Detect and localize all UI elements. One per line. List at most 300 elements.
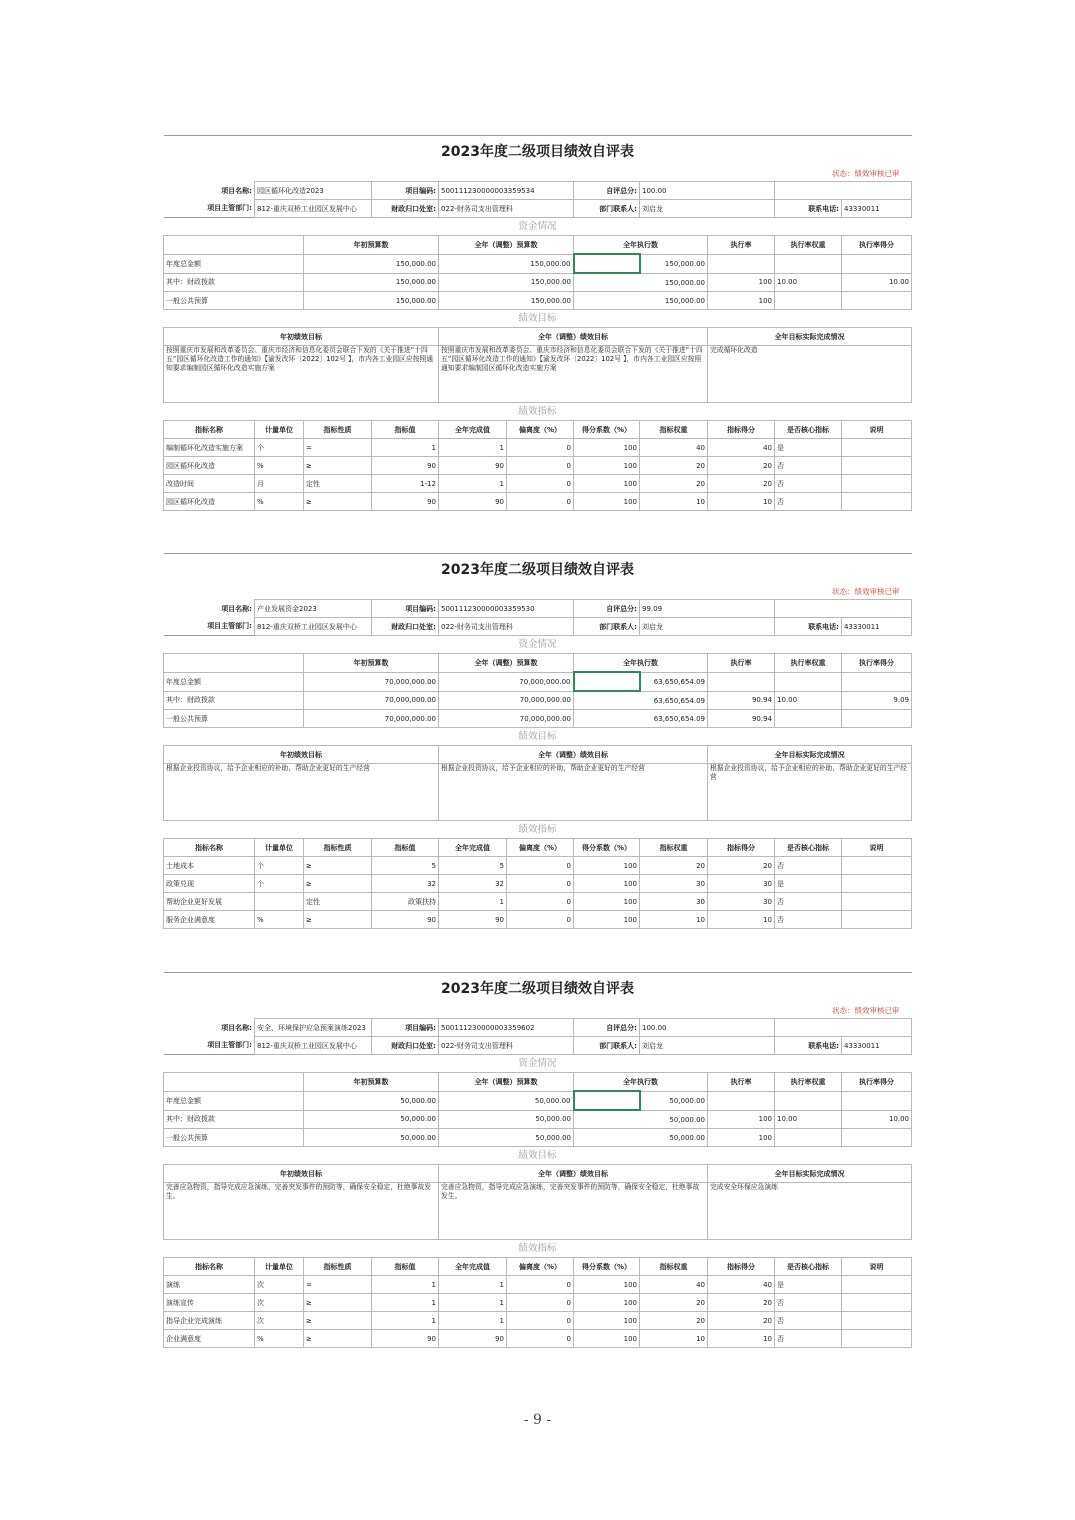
initial-budget-value: 70,000,000.00 bbox=[304, 710, 439, 728]
indicator-coef: 100 bbox=[574, 1294, 640, 1312]
status-label: 状态：绩效审核已审 bbox=[832, 1006, 900, 1015]
indicator-weight: 30 bbox=[640, 875, 708, 893]
indicator-weight: 40 bbox=[640, 1276, 708, 1294]
goal-actual-header: 全年目标实际完成情况 bbox=[708, 746, 912, 764]
indicator-score: 20 bbox=[708, 457, 775, 475]
indicator-note bbox=[842, 911, 912, 929]
indicator-dev: 0 bbox=[507, 439, 574, 457]
indicator-nature: ≥ bbox=[304, 1312, 372, 1330]
indicator-nature: 定性 bbox=[304, 893, 372, 911]
finance-office-value: 022-财务司支出管理科 bbox=[439, 1037, 574, 1055]
blank bbox=[775, 600, 912, 618]
indicator-header: 指标值 bbox=[372, 421, 439, 439]
execution-value: 63,650,654.09 bbox=[640, 672, 708, 691]
indicator-done: 1 bbox=[439, 1276, 507, 1294]
self-score-value: 100.00 bbox=[640, 182, 775, 200]
page-number: - 9 - bbox=[523, 1412, 552, 1428]
selected-cell bbox=[574, 1091, 640, 1110]
goal-actual-text: 完成安全环保应急演练 bbox=[708, 1183, 912, 1240]
exec-rate-value bbox=[708, 672, 775, 691]
col-exec-rate: 执行率 bbox=[708, 236, 775, 255]
col-exec-score: 执行率得分 bbox=[842, 236, 912, 255]
indicator-unit: % bbox=[255, 911, 304, 929]
fund-row-label: 其中：财政拨款 bbox=[164, 273, 304, 292]
indicator-score: 10 bbox=[708, 911, 775, 929]
indicator-header: 是否核心指标 bbox=[775, 1258, 842, 1276]
finance-office-label: 财政归口处室: bbox=[372, 1037, 439, 1055]
indicator-name: 指导企业完成演练 bbox=[164, 1312, 255, 1330]
self-score-label: 自评总分: bbox=[574, 182, 640, 200]
indicator-done: 1 bbox=[439, 1312, 507, 1330]
fund-row-label: 一般公共预算 bbox=[164, 1129, 304, 1147]
funds-section-title: 资金情况 bbox=[164, 636, 912, 654]
indicator-header: 偏离度（%） bbox=[507, 421, 574, 439]
blank bbox=[775, 1019, 912, 1037]
indicator-nature: 定性 bbox=[304, 475, 372, 493]
indicator-section-title: 绩效指标 bbox=[164, 1240, 912, 1258]
indicator-header: 偏离度（%） bbox=[507, 1258, 574, 1276]
goal-actual-text: 完成循环化改造 bbox=[708, 346, 912, 403]
dept-label: 项目主管部门: bbox=[207, 1041, 252, 1050]
indicator-header: 说明 bbox=[842, 1258, 912, 1276]
project-name-label: 项目名称: bbox=[221, 1023, 252, 1032]
indicator-header: 得分系数（%） bbox=[574, 421, 640, 439]
indicator-weight: 20 bbox=[640, 475, 708, 493]
indicator-nature: ≥ bbox=[304, 911, 372, 929]
execution-value: 50,000.00 bbox=[640, 1091, 708, 1110]
indicator-header: 全年完成值 bbox=[439, 421, 507, 439]
blank bbox=[164, 236, 304, 255]
indicator-core: 否 bbox=[775, 893, 842, 911]
indicator-unit: % bbox=[255, 493, 304, 511]
exec-score-value bbox=[842, 710, 912, 728]
goal-initial-text: 根据企业投资协议，给予企业相应的补助，帮助企业更好的生产经营 bbox=[164, 764, 439, 821]
exec-rate-value bbox=[708, 1091, 775, 1110]
indicator-name: 土地成本 bbox=[164, 857, 255, 875]
col-adjusted-budget: 全年（调整）预算数 bbox=[439, 1073, 574, 1092]
col-execution: 全年执行数 bbox=[574, 236, 708, 255]
goal-initial-text: 按照重庆市发展和改革委员会、重庆市经济和信息化委员会联合下发的《关于推进“十四五”园区循环化改造工作的通知》【渝发改环〔2022〕102号 】，市内各工业园区应按照通知要求编制园区循环化改造实施方案 bbox=[164, 346, 439, 403]
indicator-score: 20 bbox=[708, 857, 775, 875]
col-exec-weight: 执行率权重 bbox=[775, 654, 842, 673]
execution-value: 150,000.00 bbox=[574, 273, 708, 292]
indicator-name: 改造时间 bbox=[164, 475, 255, 493]
phone-label: 联系电话: bbox=[775, 618, 842, 636]
indicator-done: 1 bbox=[439, 439, 507, 457]
indicator-note bbox=[842, 1312, 912, 1330]
indicator-done: 90 bbox=[439, 493, 507, 511]
indicator-section-title: 绩效指标 bbox=[164, 821, 912, 839]
initial-budget-value: 70,000,000.00 bbox=[304, 672, 439, 691]
indicator-header: 指标名称 bbox=[164, 421, 255, 439]
contact-label: 部门联系人: bbox=[574, 618, 640, 636]
goal-adjusted-header: 全年（调整）绩效目标 bbox=[439, 1165, 708, 1183]
indicator-weight: 10 bbox=[640, 1330, 708, 1348]
finance-office-label: 财政归口处室: bbox=[372, 200, 439, 218]
funds-section-title: 资金情况 bbox=[164, 218, 912, 236]
exec-weight-value bbox=[775, 672, 842, 691]
blank bbox=[775, 182, 912, 200]
indicator-header: 说明 bbox=[842, 839, 912, 857]
exec-score-value bbox=[842, 254, 912, 273]
indicator-header: 指标权重 bbox=[640, 1258, 708, 1276]
finance-office-value: 022-财务司支出管理科 bbox=[439, 200, 574, 218]
goal-actual-header: 全年目标实际完成情况 bbox=[708, 1165, 912, 1183]
execution-value: 63,650,654.09 bbox=[574, 710, 708, 728]
initial-budget-value: 50,000.00 bbox=[304, 1091, 439, 1110]
indicator-weight: 10 bbox=[640, 493, 708, 511]
indicator-header: 指标性质 bbox=[304, 421, 372, 439]
indicator-unit: 次 bbox=[255, 1276, 304, 1294]
indicator-weight: 10 bbox=[640, 911, 708, 929]
self-score-value: 100.00 bbox=[640, 1019, 775, 1037]
indicator-unit: % bbox=[255, 457, 304, 475]
indicator-nature: ≥ bbox=[304, 857, 372, 875]
indicator-coef: 100 bbox=[574, 875, 640, 893]
self-score-value: 99.09 bbox=[640, 600, 775, 618]
indicator-note bbox=[842, 893, 912, 911]
indicator-score: 10 bbox=[708, 493, 775, 511]
exec-weight-value bbox=[775, 710, 842, 728]
indicator-score: 30 bbox=[708, 875, 775, 893]
indicator-dev: 0 bbox=[507, 493, 574, 511]
indicator-done: 5 bbox=[439, 857, 507, 875]
indicator-note bbox=[842, 875, 912, 893]
indicator-unit: 月 bbox=[255, 475, 304, 493]
indicator-unit: 个 bbox=[255, 875, 304, 893]
indicator-header: 是否核心指标 bbox=[775, 421, 842, 439]
indicator-note bbox=[842, 1330, 912, 1348]
adjusted-budget-value: 70,000,000.00 bbox=[439, 672, 574, 691]
indicator-core: 否 bbox=[775, 911, 842, 929]
col-adjusted-budget: 全年（调整）预算数 bbox=[439, 654, 574, 673]
indicator-nature: ≥ bbox=[304, 875, 372, 893]
indicator-score: 40 bbox=[708, 1276, 775, 1294]
exec-score-value bbox=[842, 1129, 912, 1147]
indicator-coef: 100 bbox=[574, 439, 640, 457]
fund-row-label: 年度总金额 bbox=[164, 254, 304, 273]
indicator-header: 指标得分 bbox=[708, 839, 775, 857]
col-execution: 全年执行数 bbox=[574, 654, 708, 673]
col-exec-score: 执行率得分 bbox=[842, 1073, 912, 1092]
indicator-core: 否 bbox=[775, 1312, 842, 1330]
initial-budget-value: 150,000.00 bbox=[304, 292, 439, 310]
exec-score-value bbox=[842, 292, 912, 310]
indicator-name: 服务企业满意度 bbox=[164, 911, 255, 929]
status-label: 状态：绩效审核已审 bbox=[832, 587, 900, 596]
col-initial-budget: 年初预算数 bbox=[304, 1073, 439, 1092]
indicator-header: 得分系数（%） bbox=[574, 1258, 640, 1276]
dept-value: 812-重庆双桥工业园区发展中心 bbox=[255, 200, 372, 218]
indicator-name: 演练 bbox=[164, 1276, 255, 1294]
indicator-name: 演练宣传 bbox=[164, 1294, 255, 1312]
exec-score-value bbox=[842, 672, 912, 691]
indicator-header: 指标值 bbox=[372, 1258, 439, 1276]
phone-value: 43330011 bbox=[842, 200, 912, 218]
evaluation-form-1 bbox=[163, 135, 911, 511]
col-initial-budget: 年初预算数 bbox=[304, 654, 439, 673]
goal-initial-header: 年初绩效目标 bbox=[164, 1165, 439, 1183]
initial-budget-value: 50,000.00 bbox=[304, 1110, 439, 1129]
exec-rate-value: 100 bbox=[708, 1110, 775, 1129]
goal-section-title: 绩效目标 bbox=[164, 310, 912, 328]
indicator-done: 1 bbox=[439, 893, 507, 911]
goal-initial-header: 年初绩效目标 bbox=[164, 746, 439, 764]
indicator-coef: 100 bbox=[574, 911, 640, 929]
project-name-value: 产业发展资金2023 bbox=[255, 600, 372, 618]
dept-label: 项目主管部门: bbox=[207, 204, 252, 213]
exec-score-value: 10.00 bbox=[842, 1110, 912, 1129]
adjusted-budget-value: 50,000.00 bbox=[439, 1129, 574, 1147]
indicator-note bbox=[842, 439, 912, 457]
indicator-score: 20 bbox=[708, 1312, 775, 1330]
indicator-header: 指标性质 bbox=[304, 839, 372, 857]
indicator-name: 企业满意度 bbox=[164, 1330, 255, 1348]
goal-adjusted-text: 按照重庆市发展和改革委员会、重庆市经济和信息化委员会联合下发的《关于推进“十四五”园区循环化改造工作的通知》【渝发改环〔2022〕102号 】，市内各工业园区应按照通知要求编制园区循环化改造实施方案 bbox=[439, 346, 708, 403]
adjusted-budget-value: 70,000,000.00 bbox=[439, 691, 574, 710]
goal-adjusted-text: 完善应急物资，指导完成应急演练，完善突发事件的预防等，确保安全稳定，杜绝事故发生。 bbox=[439, 1183, 708, 1240]
col-adjusted-budget: 全年（调整）预算数 bbox=[439, 236, 574, 255]
indicator-coef: 100 bbox=[574, 457, 640, 475]
indicator-dev: 0 bbox=[507, 475, 574, 493]
adjusted-budget-value: 50,000.00 bbox=[439, 1091, 574, 1110]
indicator-coef: 100 bbox=[574, 1330, 640, 1348]
contact-value: 刘启龙 bbox=[640, 1037, 775, 1055]
indicator-core: 否 bbox=[775, 457, 842, 475]
indicator-weight: 20 bbox=[640, 1312, 708, 1330]
indicator-coef: 100 bbox=[574, 1276, 640, 1294]
indicator-value: 1 bbox=[372, 1294, 439, 1312]
project-code-label: 项目编码: bbox=[372, 182, 439, 200]
dept-label: 项目主管部门: bbox=[207, 622, 252, 631]
indicator-note bbox=[842, 1276, 912, 1294]
initial-budget-value: 70,000,000.00 bbox=[304, 691, 439, 710]
goal-adjusted-header: 全年（调整）绩效目标 bbox=[439, 328, 708, 346]
blank bbox=[164, 1073, 304, 1092]
finance-office-label: 财政归口处室: bbox=[372, 618, 439, 636]
contact-label: 部门联系人: bbox=[574, 200, 640, 218]
exec-score-value: 9.09 bbox=[842, 691, 912, 710]
indicator-dev: 0 bbox=[507, 875, 574, 893]
exec-weight-value bbox=[775, 1091, 842, 1110]
indicator-header: 说明 bbox=[842, 421, 912, 439]
indicator-header: 指标名称 bbox=[164, 1258, 255, 1276]
indicator-name: 编制循环化改造实施方案 bbox=[164, 439, 255, 457]
indicator-name: 园区循环化改造 bbox=[164, 493, 255, 511]
exec-weight-value bbox=[775, 1129, 842, 1147]
indicator-header: 全年完成值 bbox=[439, 839, 507, 857]
indicator-score: 10 bbox=[708, 1330, 775, 1348]
adjusted-budget-value: 150,000.00 bbox=[439, 254, 574, 273]
goal-initial-text: 完善应急物资，指导完成应急演练，完善突发事件的预防等，确保安全稳定，杜绝事故发生。 bbox=[164, 1183, 439, 1240]
exec-weight-value: 10.00 bbox=[775, 691, 842, 710]
col-execution: 全年执行数 bbox=[574, 1073, 708, 1092]
indicator-weight: 20 bbox=[640, 457, 708, 475]
evaluation-form-3 bbox=[163, 972, 911, 1348]
form-title: 2023年度二级项目绩效自评表 bbox=[164, 554, 912, 586]
funds-section-title: 资金情况 bbox=[164, 1055, 912, 1073]
goal-section-title: 绩效目标 bbox=[164, 1147, 912, 1165]
indicator-note bbox=[842, 475, 912, 493]
indicator-coef: 100 bbox=[574, 857, 640, 875]
exec-score-value bbox=[842, 1091, 912, 1110]
execution-value: 150,000.00 bbox=[574, 292, 708, 310]
selected-cell bbox=[574, 672, 640, 691]
indicator-dev: 0 bbox=[507, 857, 574, 875]
indicator-core: 否 bbox=[775, 857, 842, 875]
project-name-label: 项目名称: bbox=[221, 604, 252, 613]
indicator-header: 计量单位 bbox=[255, 421, 304, 439]
phone-label: 联系电话: bbox=[775, 1037, 842, 1055]
initial-budget-value: 150,000.00 bbox=[304, 273, 439, 292]
project-name-value: 园区循环化改造2023 bbox=[255, 182, 372, 200]
indicator-core: 是 bbox=[775, 439, 842, 457]
fund-row-label: 年度总金额 bbox=[164, 1091, 304, 1110]
indicator-score: 40 bbox=[708, 439, 775, 457]
indicator-note bbox=[842, 457, 912, 475]
indicator-done: 90 bbox=[439, 911, 507, 929]
exec-rate-value: 100 bbox=[708, 1129, 775, 1147]
indicator-nature: ≥ bbox=[304, 493, 372, 511]
fund-row-label: 一般公共预算 bbox=[164, 710, 304, 728]
adjusted-budget-value: 150,000.00 bbox=[439, 273, 574, 292]
indicator-value: 5 bbox=[372, 857, 439, 875]
indicator-note bbox=[842, 857, 912, 875]
exec-rate-value: 100 bbox=[708, 273, 775, 292]
exec-rate-value: 100 bbox=[708, 292, 775, 310]
adjusted-budget-value: 70,000,000.00 bbox=[439, 710, 574, 728]
project-code-label: 项目编码: bbox=[372, 600, 439, 618]
phone-value: 43330011 bbox=[842, 1037, 912, 1055]
fund-row-label: 其中：财政拨款 bbox=[164, 691, 304, 710]
indicator-coef: 100 bbox=[574, 1312, 640, 1330]
indicator-done: 90 bbox=[439, 457, 507, 475]
indicator-nature: = bbox=[304, 1276, 372, 1294]
exec-weight-value bbox=[775, 292, 842, 310]
indicator-note bbox=[842, 1294, 912, 1312]
indicator-weight: 40 bbox=[640, 439, 708, 457]
indicator-done: 1 bbox=[439, 475, 507, 493]
finance-office-value: 022-财务司支出管理科 bbox=[439, 618, 574, 636]
indicator-coef: 100 bbox=[574, 893, 640, 911]
self-score-label: 自评总分: bbox=[574, 1019, 640, 1037]
exec-weight-value: 10.00 bbox=[775, 273, 842, 292]
col-exec-rate: 执行率 bbox=[708, 1073, 775, 1092]
indicator-done: 1 bbox=[439, 1294, 507, 1312]
status-label: 状态：绩效审核已审 bbox=[832, 169, 900, 178]
indicator-coef: 100 bbox=[574, 493, 640, 511]
indicator-value: 政策扶持 bbox=[372, 893, 439, 911]
execution-value: 50,000.00 bbox=[574, 1110, 708, 1129]
indicator-unit bbox=[255, 893, 304, 911]
indicator-header: 全年完成值 bbox=[439, 1258, 507, 1276]
phone-value: 43330011 bbox=[842, 618, 912, 636]
indicator-core: 否 bbox=[775, 493, 842, 511]
indicator-value: 1 bbox=[372, 1276, 439, 1294]
exec-rate-value: 90.94 bbox=[708, 691, 775, 710]
indicator-value: 1 bbox=[372, 1312, 439, 1330]
adjusted-budget-value: 50,000.00 bbox=[439, 1110, 574, 1129]
exec-rate-value: 90.94 bbox=[708, 710, 775, 728]
indicator-done: 90 bbox=[439, 1330, 507, 1348]
exec-score-value: 10.00 bbox=[842, 273, 912, 292]
contact-label: 部门联系人: bbox=[574, 1037, 640, 1055]
project-code-label: 项目编码: bbox=[372, 1019, 439, 1037]
indicator-score: 20 bbox=[708, 475, 775, 493]
project-name-value: 安全、环境保护应急预案演练2023 bbox=[255, 1019, 372, 1037]
indicator-header: 指标值 bbox=[372, 839, 439, 857]
self-score-label: 自评总分: bbox=[574, 600, 640, 618]
indicator-header: 指标权重 bbox=[640, 421, 708, 439]
indicator-name: 帮助企业更好发展 bbox=[164, 893, 255, 911]
indicator-nature: ≥ bbox=[304, 457, 372, 475]
indicator-core: 是 bbox=[775, 875, 842, 893]
goal-actual-text: 根据企业投资协议，给予企业相应的补助，帮助企业更好的生产经营 bbox=[708, 764, 912, 821]
execution-value: 150,000.00 bbox=[640, 254, 708, 273]
goal-adjusted-text: 根据企业投资协议，给予企业相应的补助，帮助企业更好的生产经营 bbox=[439, 764, 708, 821]
goal-initial-header: 年初绩效目标 bbox=[164, 328, 439, 346]
project-name-label: 项目名称: bbox=[221, 186, 252, 195]
selected-cell bbox=[574, 254, 640, 273]
goal-actual-header: 全年目标实际完成情况 bbox=[708, 328, 912, 346]
indicator-unit: % bbox=[255, 1330, 304, 1348]
project-code-value: 500111230000003359602 bbox=[439, 1019, 574, 1037]
indicator-score: 20 bbox=[708, 1294, 775, 1312]
indicator-header: 是否核心指标 bbox=[775, 839, 842, 857]
indicator-nature: = bbox=[304, 439, 372, 457]
form-title: 2023年度二级项目绩效自评表 bbox=[164, 136, 912, 168]
col-initial-budget: 年初预算数 bbox=[304, 236, 439, 255]
form-title: 2023年度二级项目绩效自评表 bbox=[164, 973, 912, 1005]
indicator-weight: 20 bbox=[640, 857, 708, 875]
indicator-value: 90 bbox=[372, 493, 439, 511]
indicator-dev: 0 bbox=[507, 1312, 574, 1330]
indicator-name: 政策兑现 bbox=[164, 875, 255, 893]
indicator-core: 否 bbox=[775, 475, 842, 493]
exec-weight-value bbox=[775, 254, 842, 273]
dept-value: 812-重庆双桥工业园区发展中心 bbox=[255, 618, 372, 636]
indicator-unit: 次 bbox=[255, 1294, 304, 1312]
fund-row-label: 年度总金额 bbox=[164, 672, 304, 691]
indicator-name: 园区循环化改造 bbox=[164, 457, 255, 475]
contact-value: 刘启龙 bbox=[640, 618, 775, 636]
indicator-unit: 次 bbox=[255, 1312, 304, 1330]
indicator-dev: 0 bbox=[507, 911, 574, 929]
execution-value: 50,000.00 bbox=[574, 1129, 708, 1147]
indicator-header: 指标权重 bbox=[640, 839, 708, 857]
indicator-dev: 0 bbox=[507, 893, 574, 911]
initial-budget-value: 150,000.00 bbox=[304, 254, 439, 273]
indicator-value: 1 bbox=[372, 439, 439, 457]
indicator-dev: 0 bbox=[507, 1330, 574, 1348]
contact-value: 刘启龙 bbox=[640, 200, 775, 218]
indicator-dev: 0 bbox=[507, 457, 574, 475]
indicator-value: 90 bbox=[372, 457, 439, 475]
indicator-unit: 个 bbox=[255, 857, 304, 875]
indicator-header: 得分系数（%） bbox=[574, 839, 640, 857]
goal-adjusted-header: 全年（调整）绩效目标 bbox=[439, 746, 708, 764]
goal-section-title: 绩效目标 bbox=[164, 728, 912, 746]
indicator-unit: 个 bbox=[255, 439, 304, 457]
dept-value: 812-重庆双桥工业园区发展中心 bbox=[255, 1037, 372, 1055]
indicator-header: 指标名称 bbox=[164, 839, 255, 857]
evaluation-form-2 bbox=[163, 553, 911, 929]
indicator-nature: ≥ bbox=[304, 1294, 372, 1312]
indicator-nature: ≥ bbox=[304, 1330, 372, 1348]
phone-label: 联系电话: bbox=[775, 200, 842, 218]
indicator-core: 否 bbox=[775, 1330, 842, 1348]
project-code-value: 500111230000003359534 bbox=[439, 182, 574, 200]
